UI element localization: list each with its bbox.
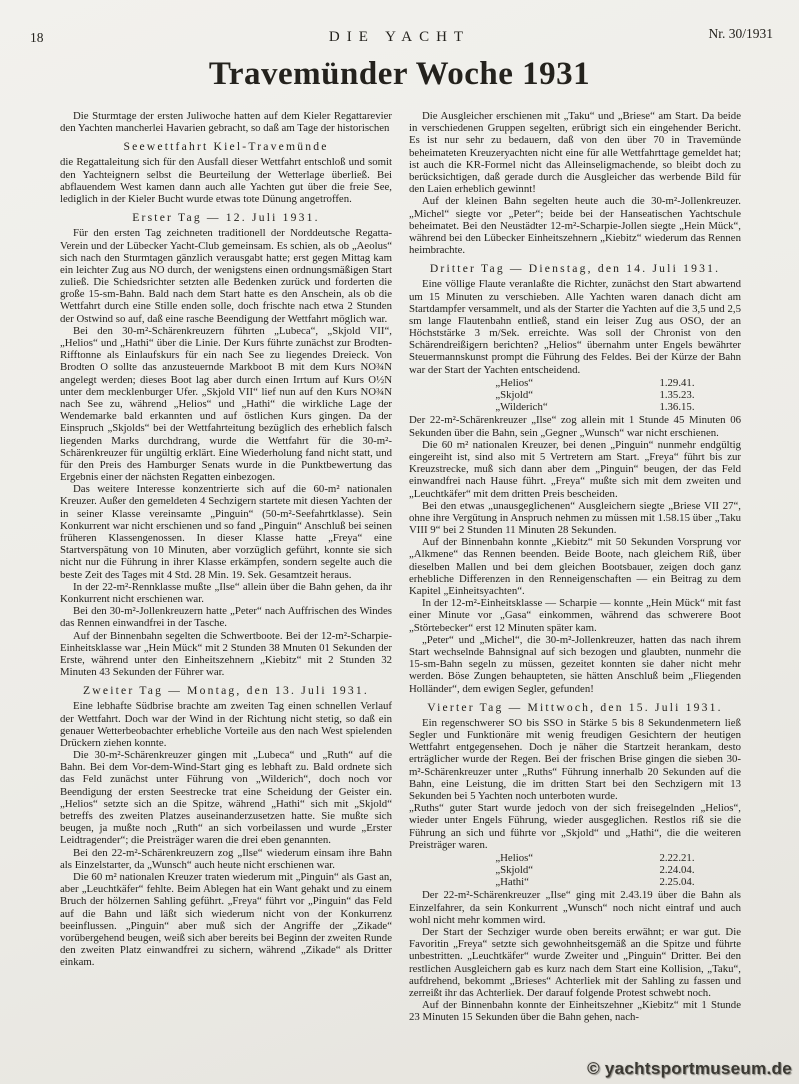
finish-time: 2.24.04. xyxy=(659,864,695,877)
paragraph-vierter-tag-5: Auf der Binnenbahn konnte der Einheitszehner „Kiebitz“ mit 1 Stunde 23 Minuten 15 Sekunden über die Bahn gehen, nach- xyxy=(409,999,741,1024)
finish-time: 1.35.23. xyxy=(659,389,695,402)
heading-vierter-tag: Vierter Tag — Mittwoch, den 15. Juli 1931. xyxy=(427,700,723,714)
paragraph-erster-tag-1: Für den ersten Tag zeichneten traditionell der Norddeutsche Regatta-Verein und der Lübecker Yacht-Club gemeinsam. Es schien, als ob „Aeolus“ sich nach den Sturmtagen gänzlich verausgabt hatte; erst gegen Mittag kam ein leichter Zug aus NO durch, der wenigstens einen ordnungsmäßigen Start zuließ. Die Schiedsrichter setzten alle Bedenken zurück und forderten die große 15-sm-Bahn. Bald nach dem Start hatte es den Anschein, als ob die Wettfahrt durch eine Stille enden solle, doch frischte nach etwa 2 Stunden der Ostwind so auf, daß eine rasche Beendigung der Wettfahrt möglich war. xyxy=(60,227,392,325)
yacht-name: „Skjold“ xyxy=(495,864,534,877)
finish-time: 1.36.15. xyxy=(659,401,695,414)
paragraph-zweiter-tag-2: Die 30-m²-Schärenkreuzer gingen mit „Lubeca“ und „Ruth“ auf die Bahn. Bei dem Vor-dem-Wind-Start ging es lebhaft zu. Bald ordnete sich das Feld zunächst unter Führung von „Wilderich“, doch noch vor Beendigung der ersten Seestrecke trat eine Scheidung der Geister ein. „Helios“ setzte sich an die Spitze, während „Hathi“ sich mit „Skjold“ betreffs des zweiten Platzes auseinanderzusetzen hatte. Sie mußte sich beugen, ja mußte noch „Ruth“ an sich vorbeilassen und wurde „Erster Leidtragender“; die Preisträger waren die drei eben genannten. xyxy=(60,749,392,847)
paragraph-erster-tag-6: Auf der Binnenbahn segelten die Schwertboote. Bei der 12-m²-Scharpie-Einheitsklasse war „Hein Mück“ mit 2 Stunden 38 Mnuten 01 Sekunden der Erste, während unter den Einheitszehnern „Kiebitz“ mit 2 Stunden 32 Minuten 43 Sekunden der Führer war. xyxy=(60,629,392,679)
results-table-day4 xyxy=(495,852,694,889)
paragraph-dritter-tag-1: Eine völlige Flaute veranlaßte die Richter, zunächst den Start abwartend um 15 Minuten zu verschieben. Alle Yachten waren danach dicht am Startdampfer versammelt, und als der Starter die Yachten auf die 3,5 und 2,5 sm lange Flautenbahn entließ, stand ein leiser Zug aus OSO, der an Höchststärke 3 m/Sek. erreichte. Was soll der Chronist von den Schärendreißigern berichten? „Helios“ übernahm unter Engels bewährter Steuermannskunst prompt die Führung des Feldes. Bei der Kürze der Bahn war der Start der Yachten entscheidend. xyxy=(409,278,741,376)
paragraph-vierter-tag-3: Der 22-m²-Schärenkreuzer „Ilse“ ging mit 2.43.19 über die Bahn als Einzelfahrer, da sein Konkurrent „Wunsch“ noch nicht eintraf und auch wohl nicht mehr kommen wird. xyxy=(409,889,741,926)
paragraph-vierter-tag-1: Ein regenschwerer SO bis SSO in Stärke 5 bis 8 Sekundenmetern ließ Segler und Funktionäre mit wenig freudigen Gesichtern der heutigen Wettfahrt entgegensehen. Doch je näher die Startzeit herankam, desto erträglicher wurde der Regen. Bei der frischen Brise gingen die sieben 30-m²-Schärenkreuzer unter „Ruths“ Führung innerhalb 20 Sekunden auf die Bahn, eine Leistung, die im dritten Start bei den Sechzigern mit 13 Sekunden bei 5 Yachten noch unterboten wurde. xyxy=(409,716,741,802)
paragraph-dritter-tag-7: „Peter“ und „Michel“, die 30-m²-Jollenkreuzer, hatten das nach ihrem Start wechselnde Bahnsignal auf sich bezogen und glaubten, nunmehr die 15-sm-Bahn segeln zu müssen, gezeitet konnten sie daher nicht mehr werden. Böse Zungen behaupteten, sie hätten Anschluß beim „Fliegenden Holländer“, dem ewigen Segler, gefunden! xyxy=(409,633,741,695)
page-number: 18 xyxy=(30,30,44,45)
watermark: © yachtsportmuseum.de xyxy=(587,1059,792,1078)
paragraph-erster-tag-4: In der 22-m²-Rennklasse mußte „Ilse“ allein über die Bahn gehen, da ihr Konkurrent nicht erschienen war. xyxy=(60,580,392,605)
masthead: DIE YACHT xyxy=(328,29,471,45)
result-row xyxy=(495,852,694,864)
result-row xyxy=(495,864,694,876)
paragraph-zweiter-tag-1: Eine lebhafte Südbrise brachte am zweiten Tag einen schnellen Verlauf der Wettfahrt. Doch war der Wind in der Richtung nicht stetig, so daß ein genauer Wetterbeobachter erhebliche Vorteile aus den nach West spielenden Drückern ziehen konnte. xyxy=(60,700,392,749)
heading-seewettfahrt: Seewettfahrt Kiel-Travemünde xyxy=(123,140,329,154)
heading-zweiter-tag: Zweiter Tag — Montag, den 13. Juli 1931. xyxy=(83,684,369,698)
paragraph-intro: Die Sturmtage der ersten Juliwoche hatten auf dem Kieler Regattarevier den Yachten mancherlei Havarien gebracht, so daß am Tage der historischen xyxy=(60,110,392,135)
result-row xyxy=(495,377,694,389)
yacht-name: „Hathi“ xyxy=(495,876,529,889)
yacht-name: „Wilderich“ xyxy=(495,401,548,414)
finish-time: 1.29.41. xyxy=(659,376,695,389)
result-row xyxy=(495,876,694,888)
paragraph-ausgleicher: Die Ausgleicher erschienen mit „Taku“ und „Briese“ am Start. Da beide in verschiedenen Gruppen segelten, erübrigt sich ein eingehender Bericht. Es ist nur sehr zu bedauern, daß von den über 70 in Travemünde beheimateten Kreuzeryachten nicht eine für alle Wettfahrttage gemeldet hat; ist auch die KR-Formel nicht das Alleinseligmachende, so bleibt doch zu berücksichtigen, daß gerade durch die Ausgleicher das werbende Bild für den Laien erheblich gewinnt! xyxy=(409,110,741,196)
paragraph-dritter-tag-5: Auf der Binnenbahn konnte „Kiebitz“ mit 50 Sekunden Vorsprung vor „Alkmene“ das Rennen beenden. Beide Boote, nach gleichem Riß, über dieselben Mallen und bei dem gleichen Bootsbauer, zeigen doch ganz erhebliche Differenzen in den Renneigenschaften — ein Beitrag zu dem Kapitel „Einheitsyachten“. xyxy=(409,536,741,598)
paragraph-dritter-tag-6: In der 12-m²-Einheitsklasse — Scharpie — konnte „Hein Mück“ mit fast einer Minute vor „Gasa“ einkommen, während das schwerere Boot „Störtebecker“ erst 12 Minuten später kam. xyxy=(409,597,741,634)
finish-time: 2.25.04. xyxy=(659,876,695,889)
heading-dritter-tag: Dritter Tag — Dienstag, den 14. Juli 1931. xyxy=(429,262,721,276)
paragraph-vierter-tag-2: „Ruths“ guter Start wurde jedoch von der sich freisegelnden „Helios“, wieder unter Engels Führung, wieder ausgeglichen. Restlos riß sie die Führung an sich und führte vor „Skjold“ und „Hathi“, die die weiteren Preisträger waren. xyxy=(409,802,741,851)
finish-time: 2.22.21. xyxy=(659,851,695,864)
paragraph-dritter-tag-3: Die 60 m² nationalen Kreuzer, bei denen „Pinguin“ nunmehr endgültig eingereiht ist, sind also mit 5 Vertretern am Start. „Freya“ führt bis zur Kreuzstrecke, muß sich dann aber dem „Pinguin“ beugen, der das Feld einwandfrei nach Hause führt. „Freya“ mußte sich mit dem zweiten und „Leuchtkäfer“ mit dem dritten Preis bescheiden. xyxy=(409,438,741,500)
paragraph-erster-tag-2: Bei den 30-m²-Schärenkreuzern führten „Lubeca“, „Skjold VII“, „Helios“ und „Hathi“ über die Linie. Der Kurs führte zunächst zur Brodten-Rifftonne als Einlaufskurs für ein nach See zu liegendes Dreieck. Von Brodten O sollte das anzusteuernde Markboot B mit dem Kurs NO¾N angelegt werden; dieses Boot lag aber durch einen Irrtum auf Kurs O½N unter dem mecklenburger Ufer. „Skjold VII“ lief nun auf den Kurs NO¾N nach See zu, während „Helios“ und „Hathi“ die wirkliche Lage der Wendemarke bald erkannten und auf östlichen Kurs gingen. Da der Einspruch „Skjolds“ bei der Wettfahrteitung bezüglich des erheblich falsch liegenden Marks durchdrang, wurde die Wettfahrt für die 30-m²-Schärenkreuzer für ungültig erklärt. Eine Wiederholung fand nicht statt, und für den Preis des Hamburger Senats wurde in die Punktbewertung das Ergebnis einer der nächsten Regatten einbezogen. xyxy=(60,324,392,484)
paragraph-dritter-tag-4: Bei den etwas „unausgeglichenen“ Ausgleichern siegte „Briese VII 27“, ohne ihre Vergütung in Anspruch nehmen zu müssen mit 1.58.15 über „Taku VIII 9“ bei 2 Stunden 11 Minuten 28 Sekunden. xyxy=(409,499,741,537)
result-row xyxy=(495,389,694,401)
article-columns xyxy=(60,110,741,1024)
paragraph-regattaleitung: die Regattaleitung sich für den Ausfall dieser Wettfahrt entschloß und somit den Yachteignern selbst die Beurteilung der Wetterlage überließ. Bei abflauendem West kamen dann auch alle Yachten gut über die freie See, lediglich in der Kieler Bucht wurde etwas tote Dünung angetroffen. xyxy=(60,156,392,206)
paragraph-dritter-tag-2: Der 22-m²-Schärenkreuzer „Ilse“ zog allein mit 1 Stunde 45 Minuten 06 Sekunden über die Bahn, sein „Gegner „Wunsch“ war nicht erschienen. xyxy=(409,414,741,439)
paragraph-zweiter-tag-3: Bei den 22-m²-Schärenkreuzern zog „Ilse“ wiederum einsam ihre Bahn als Einzelstarter, da „Wunsch“ auch heute nicht erschienen war. xyxy=(60,846,392,871)
yacht-name: „Helios“ xyxy=(495,851,534,864)
paragraph-erster-tag-5: Bei den 30-m²-Jollenkreuzern hatte „Peter“ nach Auffrischen des Windes das Rennen einwandfrei in der Tasche. xyxy=(60,605,392,630)
issue-number: Nr. 30/1931 xyxy=(708,26,773,41)
left-column xyxy=(60,110,392,1024)
result-row xyxy=(495,401,694,413)
yacht-name: „Helios“ xyxy=(495,376,534,389)
right-column xyxy=(409,110,741,1024)
yacht-name: „Skjold“ xyxy=(495,389,534,402)
paragraph-kleine-bahn: Auf der kleinen Bahn segelten heute auch die 30-m²-Jollenkreuzer. „Michel“ siegte vor „Peter“; beide bei der Hanseatischen Yachtschule beheimatet. Bei den Neustädter 12-m²-Scharpie-Jollen siegte „Hein Mück“, während bei den Lübecker Einheitszehnern „Kiebitz“ wiederum das Rennen heimbrachte. xyxy=(409,195,741,257)
paragraph-zweiter-tag-4: Die 60 m² nationalen Kreuzer traten wiederum mit „Pinguin“ als Gast an, aber „Leuchtkäfer“ fehlte. Beim Ablegen hat ein Want gehakt und zu einem Bruch der hölzernen Sahling geführt. „Freya“ führt vor „Pinguin“ das Feld auf die Bahn und läßt sich wiederum nicht von der Konkurrenz beeinflussen. „Pinguin“ aber muß sich der Angriffe der „Zikade“ vorübergehend beugen, weiß sich aber bereits bei Beginn der zweiten Runde den zweiten Platz einwandfrei zu sichern, während „Zikade“ als Dritter einkam. xyxy=(60,870,392,969)
paragraph-vierter-tag-4: Der Start der Sechziger wurde oben bereits erwähnt; er war gut. Die Favoritin „Freya“ setzte sich gewohnheitsgemäß an die Spitze und führte unbestritten. „Leuchtkäfer“ wurde Zweiter und „Pinguin“ Dritter. Bei den restlichen Ausgleichern gab es kurz nach dem Start eine Kollision, „Taku“, aufdrehend, bekommt „Brieses“ Achterliek mit der Sahling zu fassen und zerreißt ihr das Achterliek. Der darauf folgende Protest schwebt noch. xyxy=(409,926,741,999)
article-title: Travemünder Woche 1931 xyxy=(208,56,591,92)
results-table-day3 xyxy=(495,377,694,414)
heading-erster-tag: Erster Tag — 12. Juli 1931. xyxy=(132,211,320,225)
paragraph-erster-tag-3: Das weitere Interesse konzentrierte sich auf die 60-m² nationalen Kreuzer. Außer den gemeldeten 4 Sechzigern startete mit diesen Yachten der in seiner Klasse vereinsamte „Pinguin“ (50-m²-Seefahrtklasse). Sein Konkurrent war nicht erschienen und so fand „Pinguin“ Anschluß bei seinen früheren Klassengenossen. In dieser Klasse hatte „Freya“ eine Startverspätung von 10 Minuten, aber vorzüglich geführt, konnte sie sich nicht nur die Führung in ihrer Klasse erkämpfen, sondern segelte auch die beste Zeit des Tages mit 4 Std. 28 Min. 19. Sek. Gesamtzeit heraus. xyxy=(60,483,392,581)
